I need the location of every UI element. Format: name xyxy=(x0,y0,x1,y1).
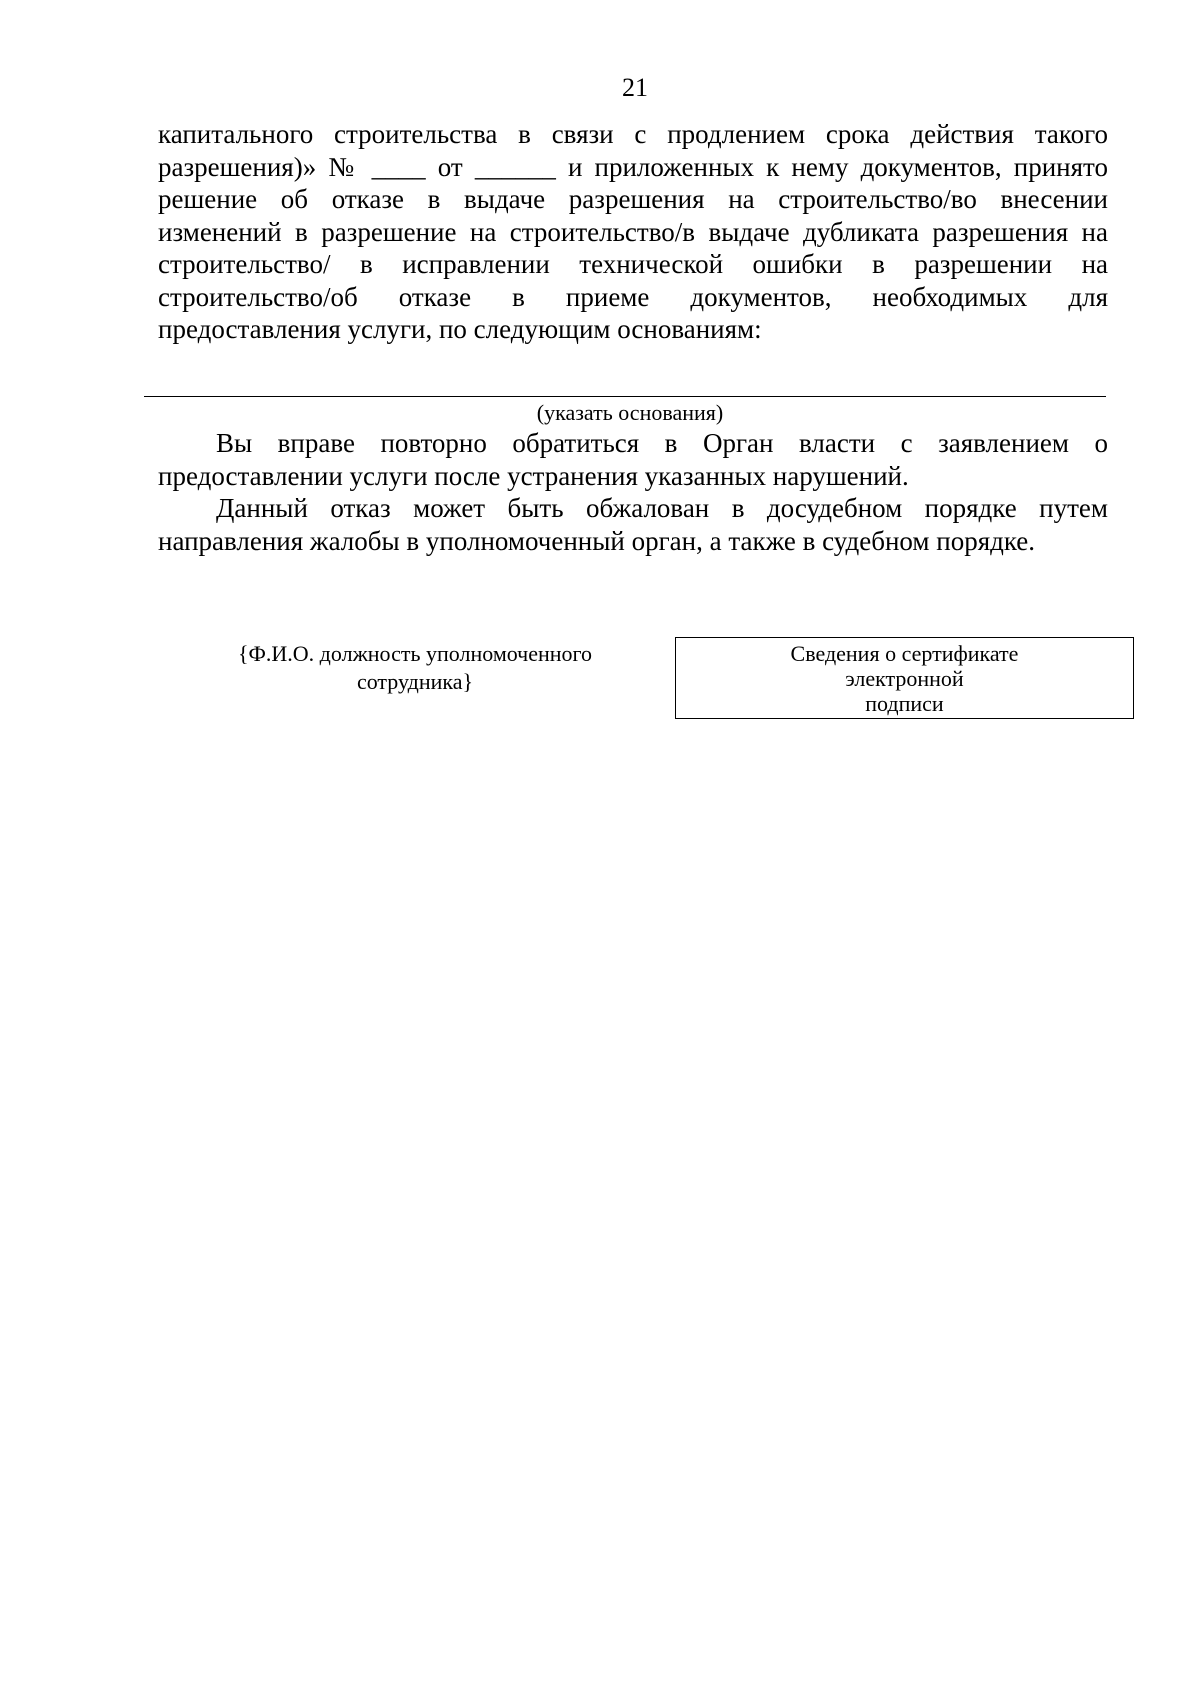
certificate-text: Сведения о сертификате xyxy=(790,641,1019,666)
paragraph-line: строительство/ в исправлении технической ошибки в разрешении на xyxy=(158,249,1108,279)
paragraph-line: разрешения)» № ____ от ______ и приложенных к нему документов, принято xyxy=(158,151,1108,182)
appeal-paragraph xyxy=(158,492,1108,557)
signer-block xyxy=(205,640,625,696)
paragraph-line: решение об отказе в выдаче разрешения на строительство/во внесении xyxy=(158,184,1108,214)
signature-certificate-box xyxy=(675,637,1134,719)
reapply-paragraph xyxy=(158,427,1108,492)
reasons-caption: (указать основания) xyxy=(536,400,724,425)
paragraph-line: направления жалобы в уполномоченный орган, а также в судебном порядке. xyxy=(158,525,1036,556)
certificate-text: электронной xyxy=(845,666,964,691)
signer-name-position: {Ф.И.О. должность уполномоченного xyxy=(237,641,593,666)
paragraph-line: строительство/об отказе в приеме документов, необходимых для xyxy=(158,281,1108,312)
paragraph-line: Вы вправе повторно обратиться в Орган власти с заявлением о xyxy=(216,428,1108,458)
paragraph-line: капитального строительства в связи с продлением срока действия такого xyxy=(158,119,1108,149)
paragraph-line: изменений в разрешение на строительство/в выдаче дубликата разрешения на xyxy=(158,216,1108,247)
paragraph-line: предоставлении услуги после устранения указанных нарушений. xyxy=(158,460,909,491)
page-number: 21 xyxy=(622,73,648,102)
follow-up-paragraphs xyxy=(158,427,1108,557)
signer-name-position-cont: сотрудника} xyxy=(356,669,474,694)
paragraph-line: Данный отказ может быть обжалован в досудебном порядке путем xyxy=(216,493,1108,523)
refusal-paragraph xyxy=(158,118,1108,346)
paragraph-line: предоставления услуги, по следующим основаниям: xyxy=(158,314,762,344)
certificate-text: подписи xyxy=(865,691,944,716)
reasons-fill-line xyxy=(144,396,1106,397)
